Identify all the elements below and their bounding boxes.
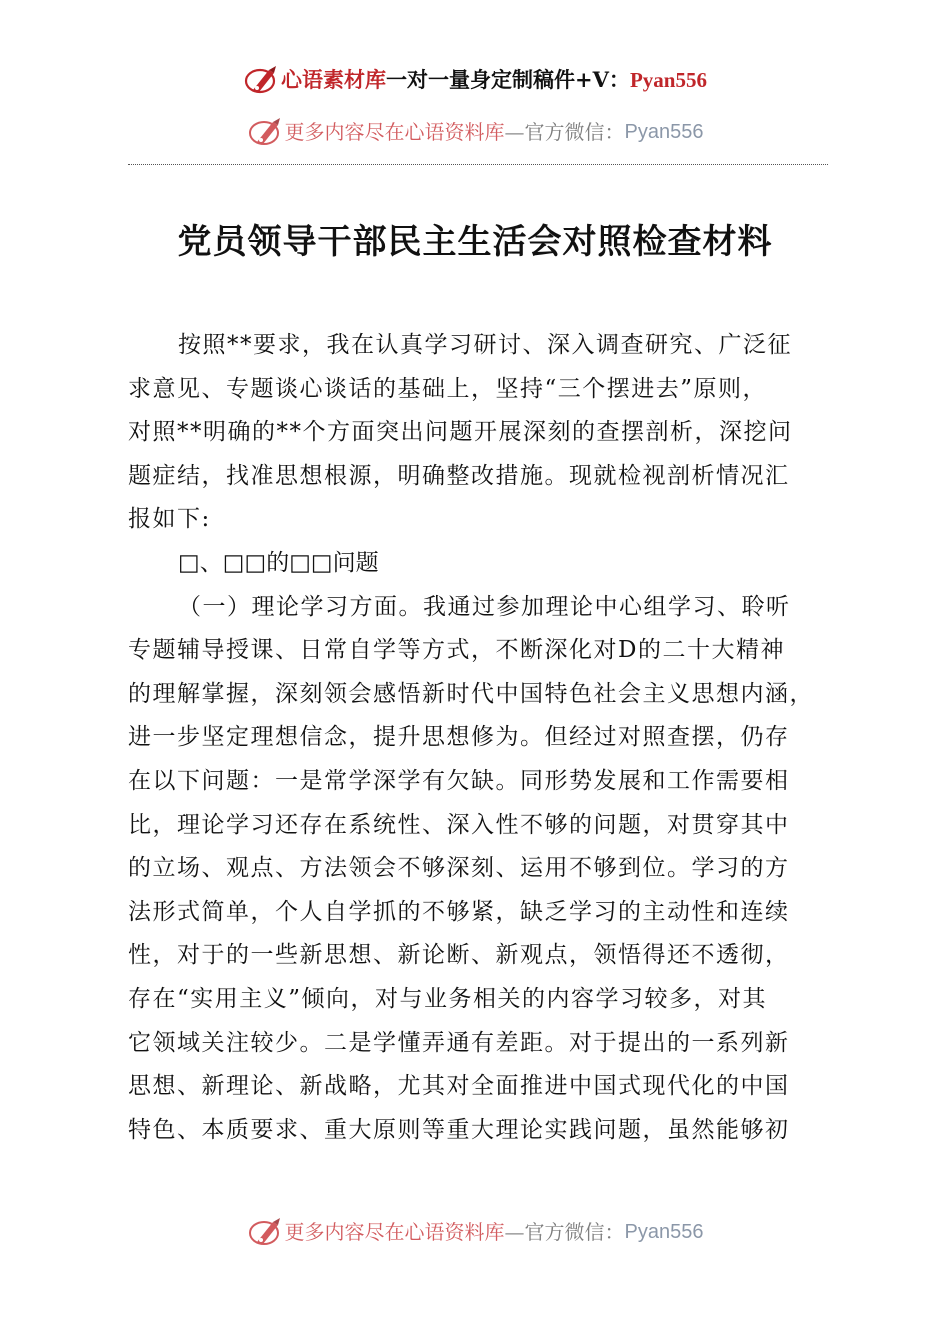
watermark-dash: — — [504, 119, 525, 144]
footer-watermark-line — [0, 1214, 950, 1248]
paragraph-line: 的理解掌握，深刻领会感悟新时代中国特色社会主义思想内涵， — [128, 680, 814, 707]
pen-nib-logo-icon — [247, 1216, 285, 1248]
pen-nib-logo-icon — [247, 116, 285, 148]
watermark-label: 官方微信： — [524, 119, 625, 144]
footer-watermark-text: 更多内容尽在心语资料库 — [284, 1219, 505, 1244]
document-body — [128, 324, 824, 1152]
paragraph-line: 题症结，找准思想根源，明确整改措施。现就检视剖析情况汇 — [128, 462, 790, 489]
footer-wechat-id: Pyan556 — [624, 1220, 704, 1243]
paragraph-line: 存在“实用主义”倾向，对与业务相关的内容学习较多，对其 — [128, 985, 768, 1012]
paragraph-line: 特色、本质要求、重大原则等重大理论实践问题，虽然能够初 — [128, 1116, 790, 1143]
header-promo-line — [0, 62, 950, 96]
footer-watermark-label: 官方微信： — [524, 1219, 625, 1244]
paragraph-line: 它领域关注较少。二是学懂弄通有差距。对于提出的一系列新 — [128, 1029, 790, 1056]
pen-nib-logo-icon — [243, 64, 281, 96]
paragraph-line: 性，对于的一些新思想、新论断、新观点，领悟得还不透彻， — [128, 942, 790, 969]
paragraph-line: 的立场、观点、方法领会不够深刻、运用不够到位。学习的方 — [128, 855, 790, 882]
paragraph-line: 在以下问题：一是常学深学有欠缺。同形势发展和工作需要相 — [128, 767, 790, 794]
paragraph-line: 思想、新理论、新战略，尤其对全面推进中国式现代化的中国 — [128, 1073, 790, 1100]
watermark-wechat-id: Pyan556 — [624, 120, 704, 143]
wechat-id: Pyan556 — [629, 67, 707, 92]
paragraph-line: 法形式简单，个人自学抓的不够紧，缺乏学习的主动性和连续 — [128, 898, 790, 925]
paragraph-line: （一）理论学习方面。我通过参加理论中心组学习、聆听 — [178, 593, 791, 620]
header-watermark-line — [0, 114, 950, 148]
header-divider — [128, 164, 828, 165]
footer-watermark-dash: — — [504, 1219, 525, 1244]
custom-service-text: 一对一量身定制稿件+V： — [386, 66, 630, 92]
paragraph-line: 专题辅导授课、日常自学等方式，不断深化对D的二十大精神 — [128, 637, 785, 664]
paragraph-line: 按照**要求，我在认真学习研讨、深入调查研究、广泛征 — [178, 332, 792, 358]
paragraph-line: 报如下: — [128, 506, 211, 533]
paragraph-line: 进一步坚定理想信念，提升思想修为。但经过对照查摆，仍存 — [128, 724, 790, 751]
brand-name: 心语素材库 — [281, 66, 387, 92]
paragraph-line: 比，理论学习还存在系统性、深入性不够的问题，对贯穿其中 — [128, 811, 790, 838]
section-heading: □、□□的□□问题 — [178, 549, 379, 576]
paragraph-line: 求意见、专题谈心谈话的基础上，坚持“三个摆进去”原则， — [128, 375, 768, 402]
paragraph-line: 对照**明确的**个方面突出问题开展深刻的查摆剖析，深挖问 — [128, 419, 793, 446]
document-title: 党员领导干部民主生活会对照检查材料 — [177, 222, 773, 262]
watermark-text: 更多内容尽在心语资料库 — [284, 119, 505, 144]
